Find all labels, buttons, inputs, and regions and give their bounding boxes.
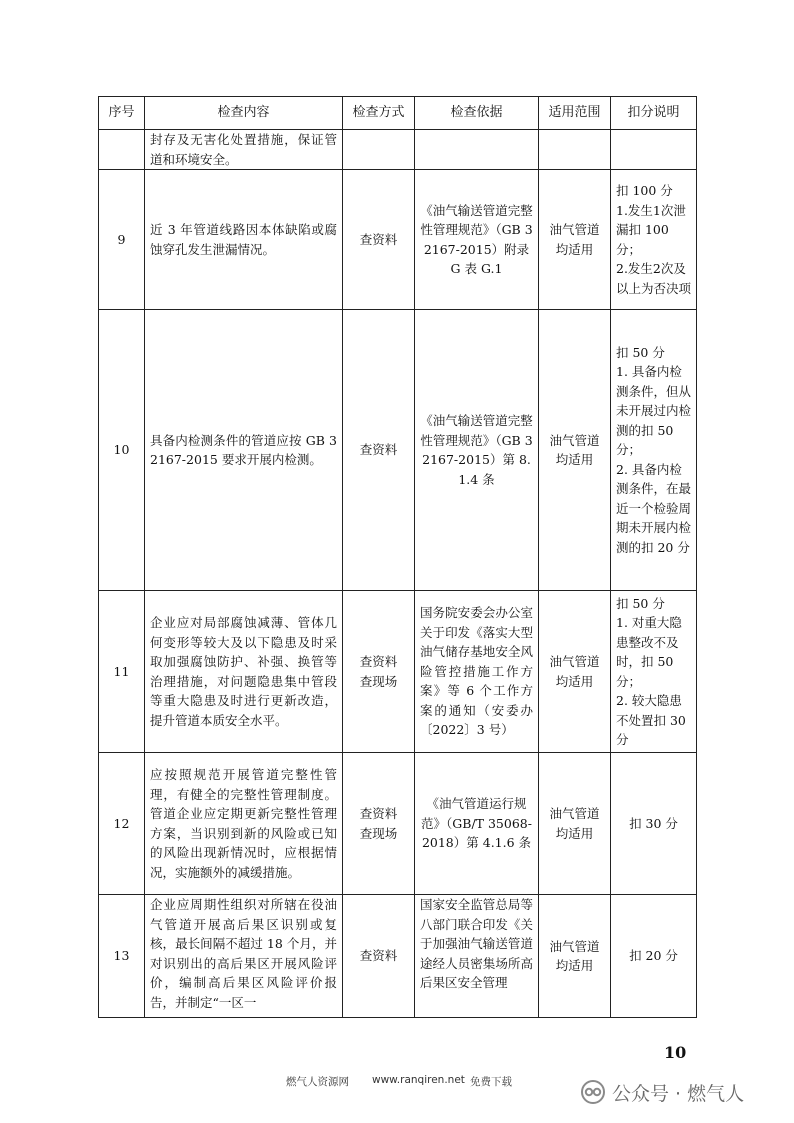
cell-no: 13 — [99, 895, 145, 1018]
watermark-text: 公众号 · 燃气人 — [612, 1082, 745, 1105]
table-row-continuation — [99, 130, 697, 170]
cell-content: 具备内检测条件的管道应按 GB 32167-2015 要求开展内检测。 — [145, 310, 343, 591]
cell-content: 应按照规范开展管道完整性管理，有健全的完整性管理制度。管道企业应定期更新完整性管理方案，当识别到新的风险或已知的风险出现新情况时，应根据情况，实施额外的减缓措施。 — [145, 753, 343, 895]
cell-content: 封存及无害化处置措施，保证管道和环境安全。 — [145, 130, 343, 170]
cell-score: 扣 50 分 1. 具备内检测条件，但从未开展过内检测的扣 50 分； 2. 具备内检测条件，在最近一个检验周期未开展内检测的扣 20 分 — [611, 310, 697, 591]
table-header-row — [99, 97, 697, 130]
cell-no: 10 — [99, 310, 145, 591]
cell-basis: 《油气输送管道完整性管理规范》（GB 32167-2015）附录 G 表 G.1 — [415, 170, 539, 310]
cell-content: 企业应对局部腐蚀减薄、管体几何变形等较大及以下隐患及时采取加强腐蚀防护、补强、换管等治理措施，对问题隐患集中管段等重大隐患及时进行更新改造，提升管道本质安全水平。 — [145, 591, 343, 753]
header-no: 序号 — [99, 97, 145, 130]
cell-scope: 油气管道均适用 — [539, 895, 611, 1018]
cell-scope: 油气管道均适用 — [539, 310, 611, 591]
header-basis: 检查依据 — [415, 97, 539, 130]
watermark — [580, 1077, 744, 1107]
cell-scope — [539, 130, 611, 170]
cell-no: 12 — [99, 753, 145, 895]
header-score: 扣分说明 — [611, 97, 697, 130]
header-method: 检查方式 — [343, 97, 415, 130]
cell-basis: 《油气管道运行规范》（GB/T 35068-2018）第 4.1.6 条 — [415, 753, 539, 895]
cell-no: 11 — [99, 591, 145, 753]
wechat-official-account-icon — [580, 1079, 606, 1105]
cell-basis: 国家安全监管总局等八部门联合印发《关于加强油气输送管道途经人员密集场所高后果区安全管理 — [415, 895, 539, 1018]
cell-no — [99, 130, 145, 170]
header-scope: 适用范围 — [539, 97, 611, 130]
cell-method: 查资料 — [343, 310, 415, 591]
cell-score — [611, 130, 697, 170]
cell-no: 9 — [99, 170, 145, 310]
header-content: 检查内容 — [145, 97, 343, 130]
inspection-table — [98, 96, 697, 1018]
cell-method — [343, 130, 415, 170]
page-number: 10 — [664, 1043, 687, 1062]
cell-score: 扣 30 分 — [611, 753, 697, 895]
footer-site-name: 燃气人资源网 — [286, 1076, 349, 1088]
table-row — [99, 591, 697, 753]
table-row — [99, 310, 697, 591]
table-row — [99, 753, 697, 895]
cell-content: 近 3 年管道线路因本体缺陷或腐蚀穿孔发生泄漏情况。 — [145, 170, 343, 310]
cell-scope: 油气管道均适用 — [539, 170, 611, 310]
cell-scope: 油气管道均适用 — [539, 753, 611, 895]
cell-basis: 国务院安委会办公室关于印发《落实大型油气储存基地安全风险管控措施工作方案》等 6 个工作方案的通知（安委办〔2022〕3 号） — [415, 591, 539, 753]
table-row — [99, 895, 697, 1018]
cell-method: 查资料 查现场 — [343, 591, 415, 753]
cell-content: 企业应周期性组织对所辖在役油气管道开展高后果区识别或复核，最长间隔不超过 18 个月，并对识别出的高后果区开展风险评价，编制高后果区风险评价报告，并制定“一区一 — [145, 895, 343, 1018]
footer-download: 免费下载 — [470, 1076, 512, 1088]
cell-score: 扣 20 分 — [611, 895, 697, 1018]
cell-basis: 《油气输送管道完整性管理规范》（GB 32167-2015）第 8.1.4 条 — [415, 310, 539, 591]
footer-url[interactable]: www.ranqiren.net — [372, 1074, 465, 1086]
cell-score: 扣 50 分 1. 对重大隐患整改不及时，扣 50 分； 2. 较大隐患不处置扣 30 分 — [611, 591, 697, 753]
table-row — [99, 170, 697, 310]
cell-method: 查资料 — [343, 170, 415, 310]
cell-score: 扣 100 分 1.发生1次泄漏扣 100 分； 2.发生2次及以上为否决项 — [611, 170, 697, 310]
cell-basis — [415, 130, 539, 170]
cell-method: 查资料 — [343, 895, 415, 1018]
cell-scope: 油气管道均适用 — [539, 591, 611, 753]
cell-method: 查资料 查现场 — [343, 753, 415, 895]
